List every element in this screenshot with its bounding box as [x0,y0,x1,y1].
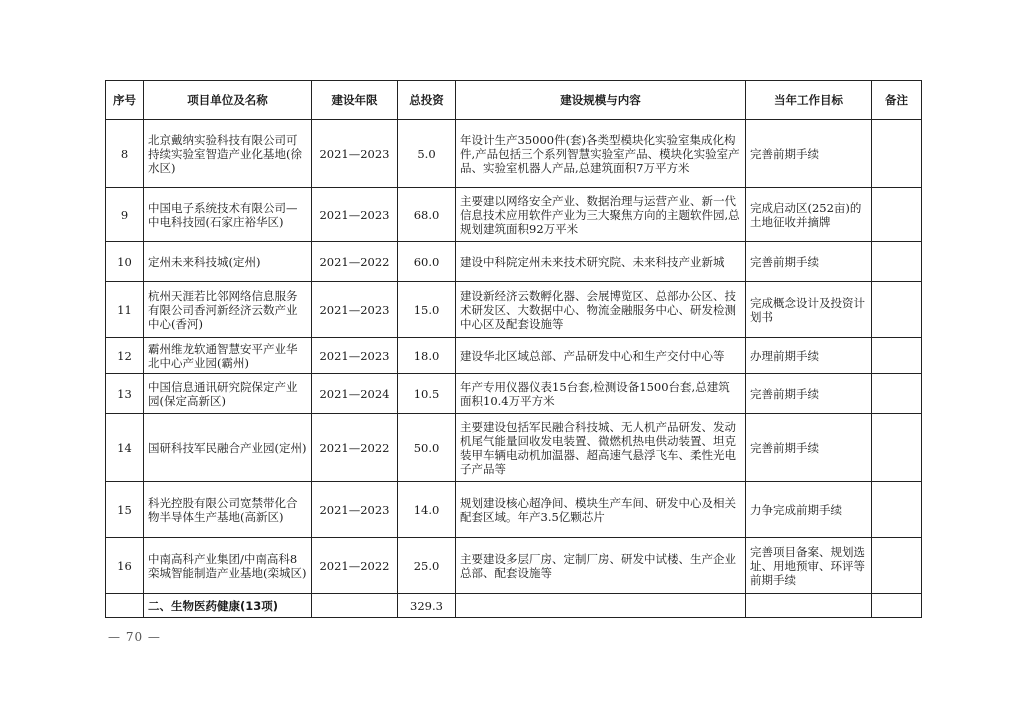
row-name: 科光控股有限公司宽禁带化合物半导体生产基地(高新区) [144,482,312,538]
row-name: 中国信息通讯研究院保定产业园(保定高新区) [144,374,312,414]
row-investment: 14.0 [398,482,456,538]
table-row [106,188,922,242]
row-period: 2021—2022 [312,538,398,594]
row-goal: 办理前期手续 [746,338,872,374]
row-content: 主要建以网络安全产业、数据治理与运营产业、新一代信息技术应用软件产业为三大聚焦方向的主题软件园,总规划建筑面积92万平米 [456,188,746,242]
header-name: 项目单位及名称 [144,81,312,120]
row-goal: 完成概念设计及投资计划书 [746,282,872,338]
row-period: 2021—2023 [312,282,398,338]
row-goal: 力争完成前期手续 [746,482,872,538]
section-period [312,594,398,618]
row-investment: 18.0 [398,338,456,374]
row-name: 北京戴纳实验科技有限公司可持续实验室智造产业化基地(徐水区) [144,120,312,188]
row-no: 9 [106,188,144,242]
section-goal [746,594,872,618]
row-period: 2021—2022 [312,242,398,282]
row-note [872,242,922,282]
row-no: 8 [106,120,144,188]
row-name: 定州未来科技城(定州) [144,242,312,282]
row-no: 10 [106,242,144,282]
row-period: 2021—2022 [312,414,398,482]
table-row [106,338,922,374]
row-no: 14 [106,414,144,482]
section-title: 二、生物医药健康(13项) [144,594,312,618]
row-period: 2021—2023 [312,338,398,374]
header-no: 序号 [106,81,144,120]
row-period: 2021—2023 [312,482,398,538]
header-note: 备注 [872,81,922,120]
row-goal: 完善前期手续 [746,414,872,482]
table-row [106,482,922,538]
row-note [872,282,922,338]
header-period: 建设年限 [312,81,398,120]
project-table [105,80,922,618]
row-note [872,482,922,538]
row-investment: 15.0 [398,282,456,338]
row-name: 杭州天涯若比邻网络信息服务有限公司香河新经济云数产业中心(香河) [144,282,312,338]
row-content: 年产专用仪器仪表15台套,检测设备1500台套,总建筑面积10.4万平方米 [456,374,746,414]
row-note [872,538,922,594]
row-investment: 68.0 [398,188,456,242]
table-row [106,374,922,414]
row-period: 2021—2024 [312,374,398,414]
row-period: 2021—2023 [312,120,398,188]
row-investment: 5.0 [398,120,456,188]
row-investment: 25.0 [398,538,456,594]
row-note [872,188,922,242]
row-name: 中国电子系统技术有限公司—中电科技园(石家庄裕华区) [144,188,312,242]
section-investment: 329.3 [398,594,456,618]
row-goal: 完善前期手续 [746,374,872,414]
row-investment: 10.5 [398,374,456,414]
row-no: 13 [106,374,144,414]
row-name: 霸州维龙软通智慧安平产业华北中心产业园(霸州) [144,338,312,374]
section-content [456,594,746,618]
row-name: 中南高科产业集团/中南高科8 栾城智能制造产业基地(栾城区) [144,538,312,594]
row-goal: 完善项目备案、规划选址、用地预审、环评等前期手续 [746,538,872,594]
row-no: 12 [106,338,144,374]
row-note [872,414,922,482]
row-goal: 完成启动区(252亩)的土地征收并摘牌 [746,188,872,242]
row-content: 主要建设多层厂房、定制厂房、研发中试楼、生产企业总部、配套设施等 [456,538,746,594]
row-note [872,338,922,374]
row-investment: 50.0 [398,414,456,482]
row-no: 16 [106,538,144,594]
header-investment: 总投资 [398,81,456,120]
row-no: 11 [106,282,144,338]
row-content: 规划建设核心超净间、模块生产车间、研发中心及相关配套区域。年产3.5亿颗芯片 [456,482,746,538]
row-content: 年设计生产35000件(套)各类型模块化实验室集成化构件,产品包括三个系列智慧实验室产品、模块化实验室产品、实验室机器人产品,总建筑面积7万平方米 [456,120,746,188]
row-content: 建设华北区域总部、产品研发中心和生产交付中心等 [456,338,746,374]
table-header-row [106,81,922,120]
row-goal: 完善前期手续 [746,120,872,188]
row-period: 2021—2023 [312,188,398,242]
section-note [872,594,922,618]
table-row [106,414,922,482]
row-note [872,120,922,188]
table-row [106,538,922,594]
row-content: 主要建设包括军民融合科技城、无人机产品研发、发动机尾气能量回收发电装置、微燃机热电供动装置、坦克装甲车辆电动机加温器、超高速气悬浮飞车、柔性光电子产品等 [456,414,746,482]
row-note [872,374,922,414]
header-content: 建设规模与内容 [456,81,746,120]
section-no [106,594,144,618]
row-name: 国研科技军民融合产业园(定州) [144,414,312,482]
table-row [106,282,922,338]
row-no: 15 [106,482,144,538]
table-row [106,120,922,188]
row-content: 建设中科院定州未来技术研究院、未来科技产业新城 [456,242,746,282]
header-goal: 当年工作目标 [746,81,872,120]
row-goal: 完善前期手续 [746,242,872,282]
row-content: 建设新经济云数孵化器、会展博览区、总部办公区、技术研发区、大数据中心、物流金融服务中心、研发检测中心区及配套设施等 [456,282,746,338]
section-row [106,594,922,618]
page-number: — 70 — [108,630,161,644]
row-investment: 60.0 [398,242,456,282]
table-row [106,242,922,282]
